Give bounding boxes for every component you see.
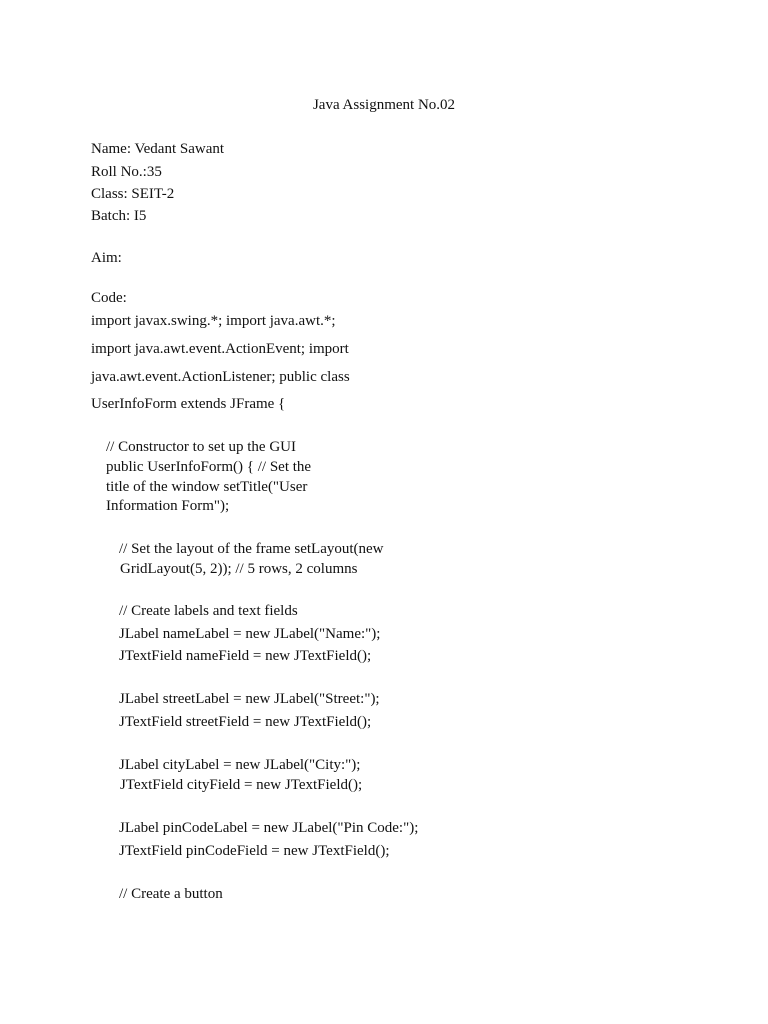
- batch-info: Batch: I5: [91, 208, 147, 224]
- code-label: Code:: [91, 290, 127, 306]
- class-info: Class: SEIT-2: [91, 186, 175, 202]
- code-line: JLabel nameLabel = new JLabel("Name:");: [119, 626, 381, 642]
- code-line: JTextField cityField = new JTextField();: [120, 777, 363, 793]
- code-line: GridLayout(5, 2)); // 5 rows, 2 columns: [120, 561, 358, 577]
- code-line: JTextField streetField = new JTextField();: [119, 714, 372, 730]
- aim-label: Aim:: [91, 250, 122, 266]
- code-line: Information Form");: [106, 498, 230, 514]
- code-line: import javax.swing.*; import java.awt.*;: [91, 313, 336, 329]
- document-title: Java Assignment No.02: [312, 97, 456, 113]
- code-line: UserInfoForm extends JFrame {: [91, 396, 286, 412]
- code-comment: // Constructor to set up the GUI: [106, 439, 296, 455]
- code-line: JLabel streetLabel = new JLabel("Street:");: [119, 691, 380, 707]
- roll-number: Roll No.:35: [91, 164, 162, 180]
- code-comment: // Create a button: [119, 886, 223, 902]
- code-comment: // Create labels and text fields: [119, 603, 298, 619]
- code-line: public UserInfoForm() { // Set the: [106, 459, 312, 475]
- code-line: java.awt.event.ActionListener; public class: [91, 369, 350, 385]
- code-line: JLabel pinCodeLabel = new JLabel("Pin Code:");: [119, 820, 419, 836]
- code-line: JTextField pinCodeField = new JTextField();: [119, 843, 390, 859]
- code-line: title of the window setTitle("User: [106, 479, 308, 495]
- code-line: import java.awt.event.ActionEvent; import: [91, 341, 349, 357]
- student-name: Name: Vedant Sawant: [91, 141, 225, 157]
- code-line: JLabel cityLabel = new JLabel("City:");: [119, 757, 361, 773]
- code-line: JTextField nameField = new JTextField();: [119, 648, 372, 664]
- code-comment: // Set the layout of the frame setLayout(new: [119, 541, 384, 557]
